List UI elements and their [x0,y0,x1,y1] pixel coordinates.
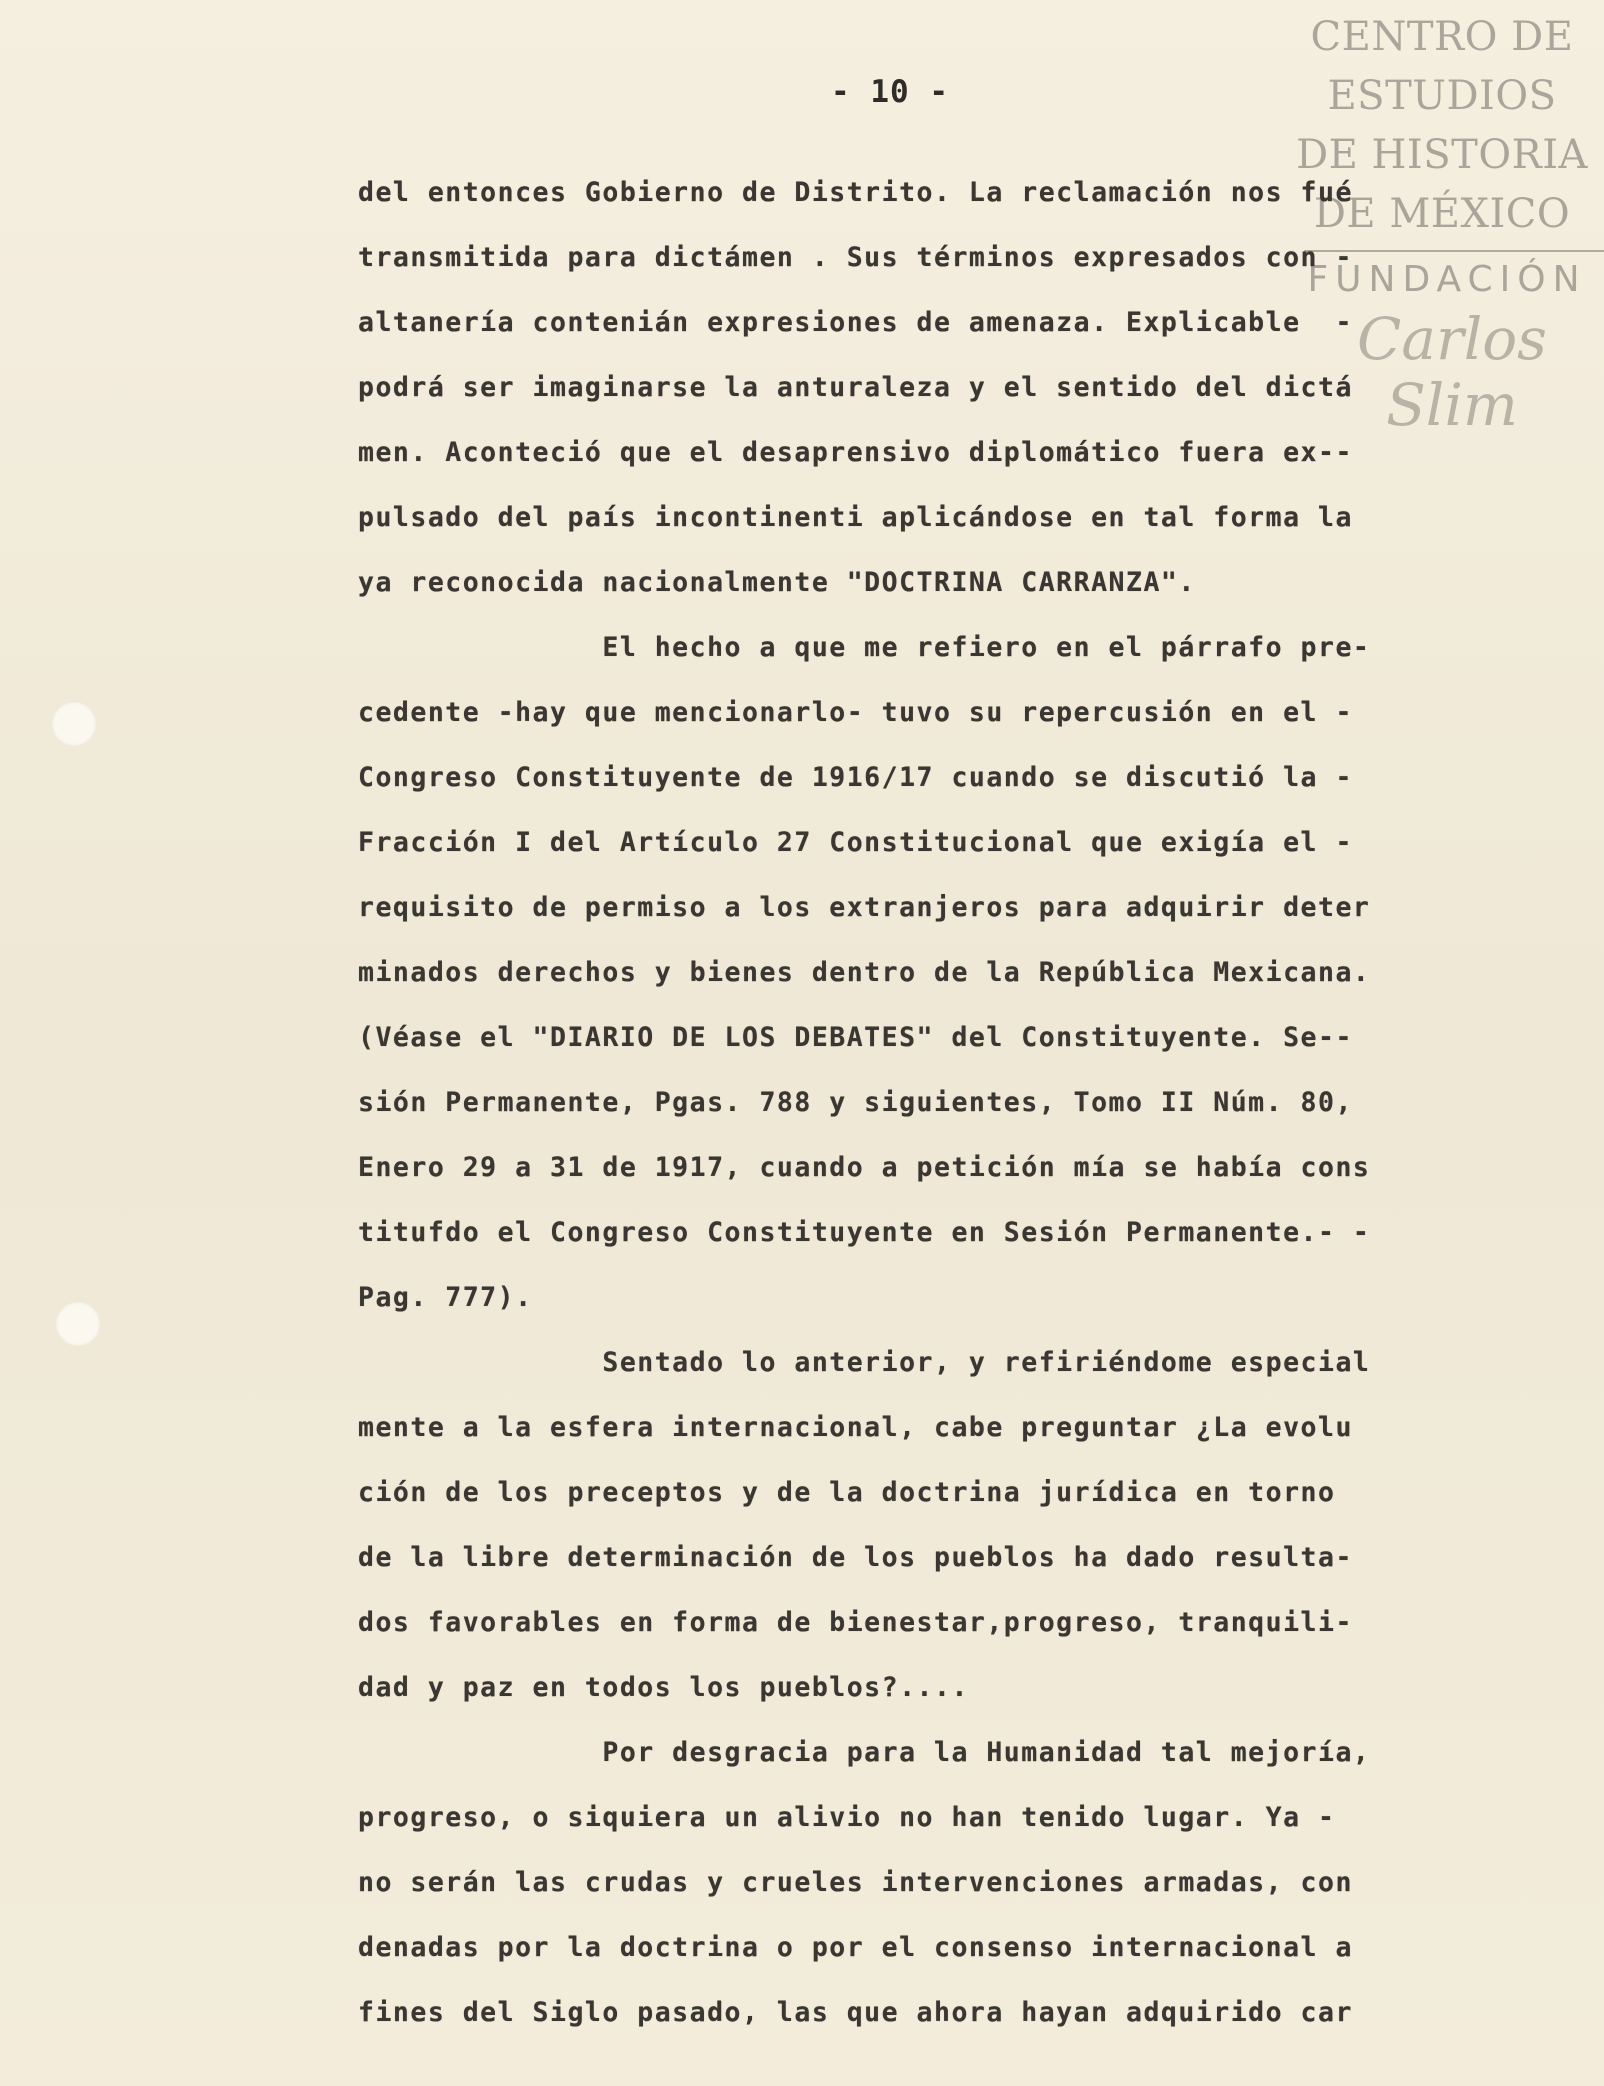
text-line: denadas por la doctrina o por el consenso internacional a [358,1932,1353,1963]
text-line: sión Permanente, Pgas. 788 y siguientes, Tomo II Núm. 80, [358,1087,1353,1118]
text-line: minados derechos y bienes dentro de la República Mexicana. [358,957,1371,988]
watermark-line: DE MÉXICO [1313,191,1571,237]
text-line: El hecho a que me refiero en el párrafo pre- [358,632,1371,663]
text-line: Pag. 777). [358,1282,533,1313]
text-line: Fracción I del Artículo 27 Constitucional que exigía el - [358,827,1353,858]
typewritten-body [358,168,1498,2053]
text-line: requisito de permiso a los extranjeros para adquirir deter [358,892,1371,923]
text-line: mente a la esfera internacional, cabe preguntar ¿La evolu [358,1412,1353,1443]
text-line: altanería contenián expresiones de amenaza. Explicable - [358,307,1353,338]
text-line: podrá ser imaginarse la anturaleza y el sentido del dictá [358,372,1353,403]
text-line: titufdo el Congreso Constituyente en Sesión Permanente.- - [358,1217,1371,1248]
page-number: - 10 - [831,74,949,110]
text-line: transmitida para dictámen . Sus términos expresados con - [358,242,1353,273]
watermark-line: ESTUDIOS [1327,73,1557,119]
text-line: progreso, o siquiera un alivio no han tenido lugar. Ya - [358,1802,1336,1833]
text-line: fines del Siglo pasado, las que ahora hayan adquirido car [358,1997,1353,2028]
watermark-foundation: FUNDACIÓN [1307,259,1587,300]
text-line: dos favorables en forma de bienestar,progreso, tranquili- [358,1607,1353,1638]
watermark-line: CENTRO DE [1310,14,1574,60]
text-line: de la libre determinación de los pueblos ha dado resulta- [358,1542,1353,1573]
text-line: Sentado lo anterior, y refiriéndome especial [358,1347,1371,1378]
text-line: no serán las crudas y crueles intervenciones armadas, con [358,1867,1353,1898]
text-line: Enero 29 a 31 de 1917, cuando a petición mía se había cons [358,1152,1371,1183]
watermark-signature: Carlos Slim [1357,305,1547,439]
text-line: Por desgracia para la Humanidad tal mejoría, [358,1737,1371,1768]
text-line: men. Aconteció que el desaprensivo diplomático fuera ex-- [358,437,1353,468]
text-line: ya reconocida nacionalmente "DOCTRINA CARRANZA". [358,567,1196,598]
watermark-line: DE HISTORIA [1296,132,1588,178]
binder-hole-bottom [56,1302,100,1346]
text-line: (Véase el "DIARIO DE LOS DEBATES" del Constituyente. Se-- [358,1022,1353,1053]
text-line: pulsado del país incontinenti aplicándose en tal forma la [358,502,1353,533]
text-line: ción de los preceptos y de la doctrina jurídica en torno [358,1477,1336,1508]
text-line: Congreso Constituyente de 1916/17 cuando se discutió la - [358,762,1353,793]
text-line: dad y paz en todos los pueblos?.... [358,1672,969,1703]
text-line: del entonces Gobierno de Distrito. La reclamación nos fué [358,177,1353,208]
binder-hole-top [52,702,96,746]
text-line: cedente -hay que mencionarlo- tuvo su repercusión en el - [358,697,1353,728]
